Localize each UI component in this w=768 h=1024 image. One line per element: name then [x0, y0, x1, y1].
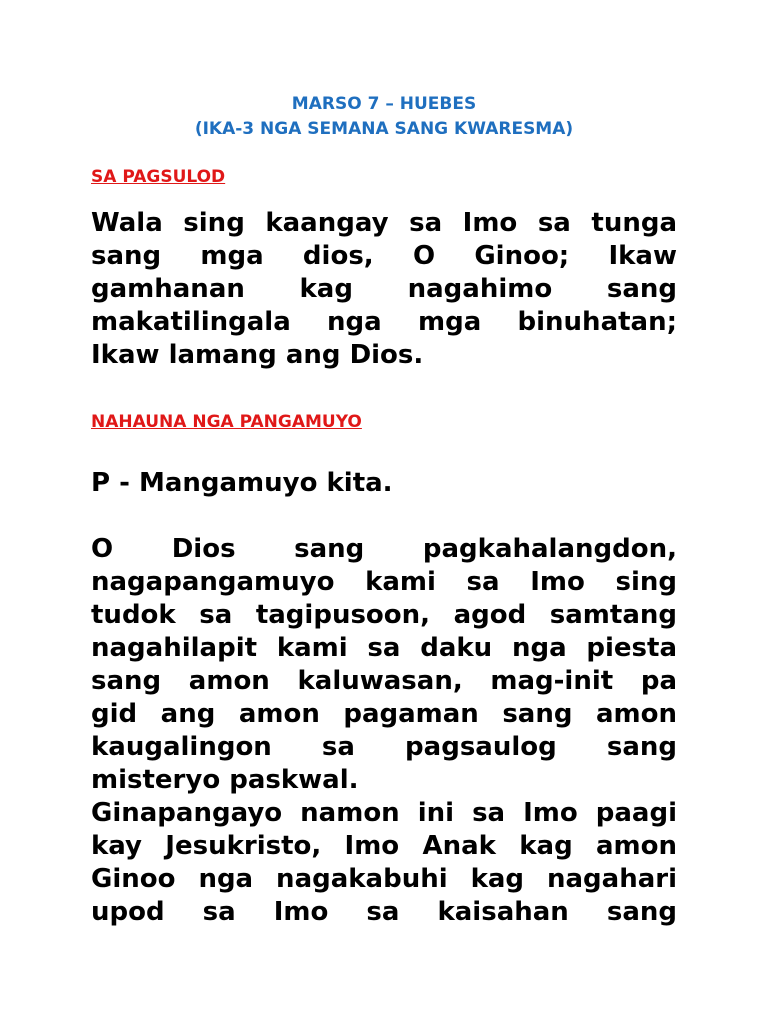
text-line: tudok sa tagipusoon, agod samtang: [91, 600, 677, 630]
text-line: sang amon kaluwasan, mag-init pa: [91, 666, 677, 696]
text-line: Ginapangayo namon ini sa Imo paagi: [91, 798, 677, 828]
text-line: Ginoo nga nagakabuhi kag nagahari: [91, 864, 677, 894]
text-line: nagahilapit kami sa daku nga piesta: [91, 633, 677, 663]
text-line: gid ang amon pagaman sang amon: [91, 699, 677, 729]
entrance-antiphon: [91, 207, 677, 372]
text-line: misteryo paskwal.: [91, 765, 359, 795]
text-line: O Dios sang pagkahalangdon,: [91, 534, 677, 564]
date-title: MARSO 7 – HUEBES: [291, 94, 477, 114]
text-line: Wala sing kaangay sa Imo sa tunga: [91, 208, 677, 238]
opening-prayer: [91, 533, 677, 929]
prayer-invitation: [91, 467, 677, 500]
text-line: sang mga dios, O Ginoo; Ikaw: [91, 241, 677, 271]
text-line: gamhanan kag nagahimo sang: [91, 274, 677, 304]
text-line: kay Jesukristo, Imo Anak kag amon: [91, 831, 677, 861]
week-title: (IKA-3 NGA SEMANA SANG KWARESMA): [194, 119, 574, 139]
text-line: kaugalingon sa pagsaulog sang: [91, 732, 677, 762]
text-line: P - Mangamuyo kita.: [91, 468, 393, 498]
section-heading-opening-prayer: NAHAUNA NGA PANGAMUYO: [91, 412, 362, 432]
text-line: Ikaw lamang ang Dios.: [91, 340, 424, 370]
text-line: makatilingala nga mga binuhatan;: [91, 307, 677, 337]
section-heading-entrance: SA PAGSULOD: [91, 167, 226, 187]
text-line: upod sa Imo sa kaisahan sang: [91, 897, 677, 927]
text-line: nagapangamuyo kami sa Imo sing: [91, 567, 677, 597]
